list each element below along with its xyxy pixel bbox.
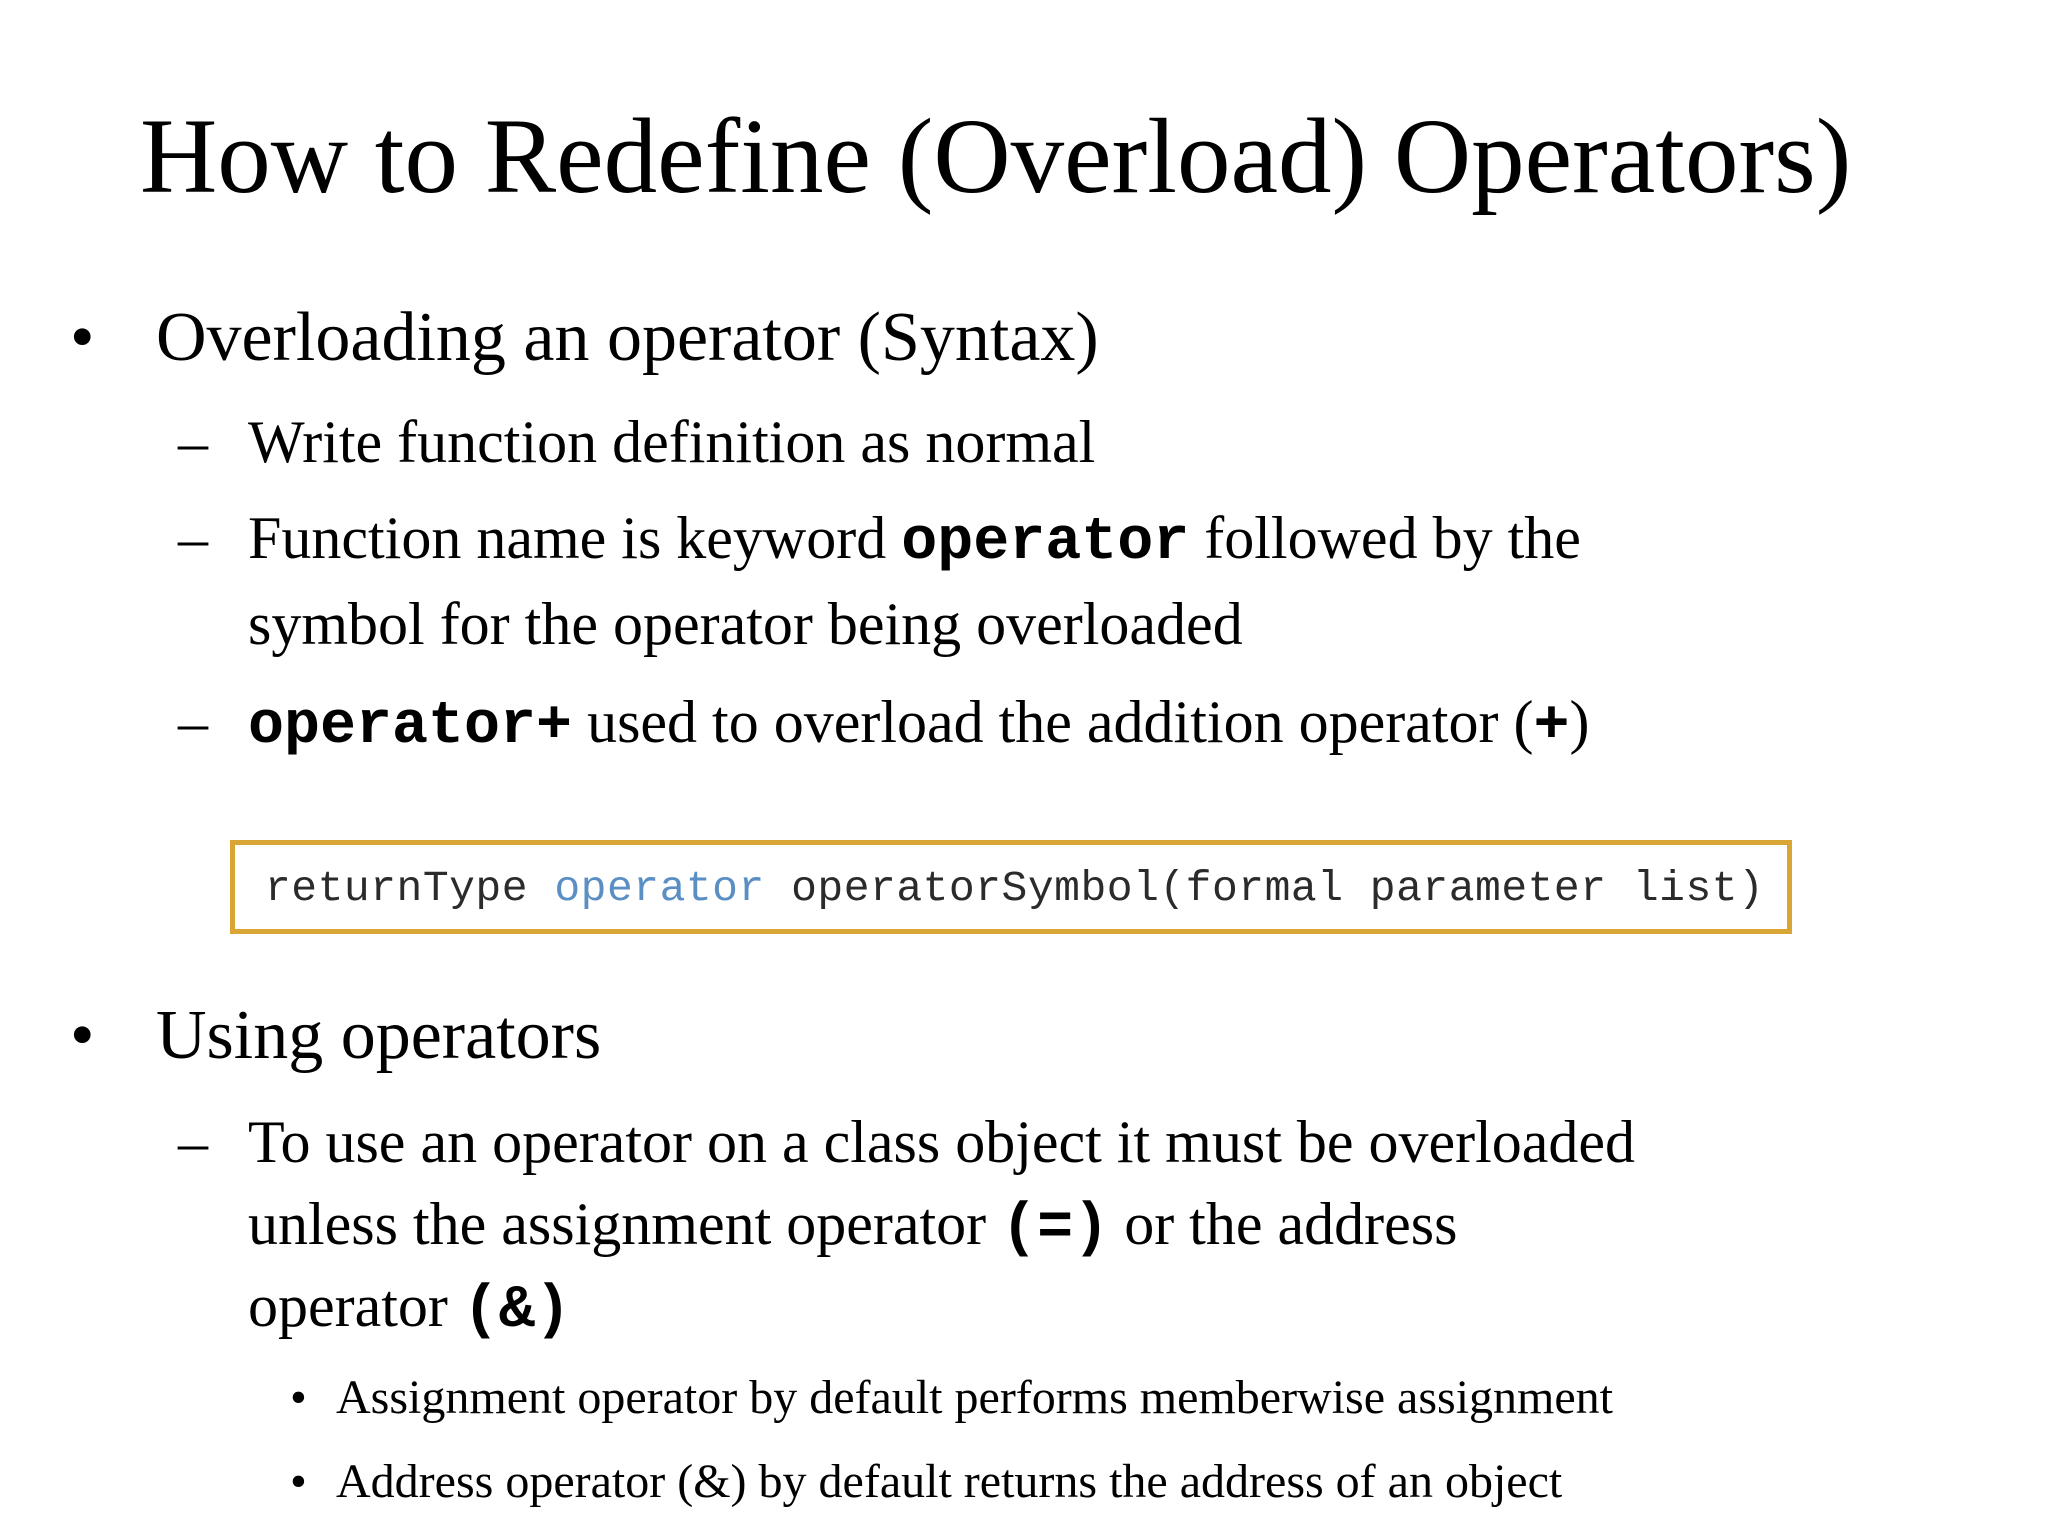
dash-3: – xyxy=(178,689,208,755)
assignment-operator-code: (=) xyxy=(1001,1195,1110,1263)
sub-sub-item-address: Address operator (&) by default returns the address of an object xyxy=(336,1455,1563,1508)
sub-item-function-name xyxy=(248,498,1581,583)
slide-title: How to Redefine (Overload) Operators) xyxy=(140,98,1852,216)
sub-item-write-definition: Write function definition as normal xyxy=(248,409,1096,475)
operator-plus-code: operator+ xyxy=(248,693,573,761)
dash-4: – xyxy=(178,1109,208,1175)
small-bullet-2: • xyxy=(290,1455,307,1508)
syntax-code-box xyxy=(230,840,1792,934)
function-name-text-2: followed by the xyxy=(1189,505,1581,571)
line2-text: unless the assignment operator xyxy=(248,1191,1002,1257)
line2-text-2: or the address xyxy=(1109,1191,1458,1257)
dash-1: – xyxy=(178,409,208,475)
operator-plus-text: used to overload the addition operator ( xyxy=(572,689,1534,755)
code-operator-keyword: operator xyxy=(554,864,765,913)
sub-item-function-name-cont: symbol for the operator being overloaded xyxy=(248,591,1243,657)
operator-plus-end: ) xyxy=(1569,689,1590,755)
bullet-using-operators: Using operators xyxy=(156,997,602,1074)
sub-item-operator-plus xyxy=(248,682,1589,767)
sub-item-use-operator-line1: To use an operator on a class object it must be overloaded xyxy=(248,1109,1636,1175)
bullet-dot-2: • xyxy=(70,997,95,1074)
syntax-code-line xyxy=(265,861,1764,917)
bullet-dot-1: • xyxy=(70,299,95,376)
sub-item-use-operator-line3 xyxy=(248,1266,571,1351)
dash-2: – xyxy=(178,505,208,571)
bullet-overloading-syntax: Overloading an operator (Syntax) xyxy=(156,299,1099,376)
code-signature-rest: operatorSymbol(formal parameter list) xyxy=(791,864,1765,913)
small-bullet-1: • xyxy=(290,1371,307,1424)
function-name-text: Function name is keyword xyxy=(248,505,902,571)
plus-symbol-code: + xyxy=(1533,693,1570,761)
sub-item-use-operator-line2 xyxy=(248,1184,1457,1269)
code-return-type: returnType xyxy=(265,864,529,913)
address-operator-code: (&) xyxy=(462,1277,571,1345)
operator-keyword: operator xyxy=(901,509,1190,577)
sub-sub-item-assignment: Assignment operator by default performs memberwise assignment xyxy=(336,1371,1614,1424)
line3-text: operator xyxy=(248,1273,463,1339)
